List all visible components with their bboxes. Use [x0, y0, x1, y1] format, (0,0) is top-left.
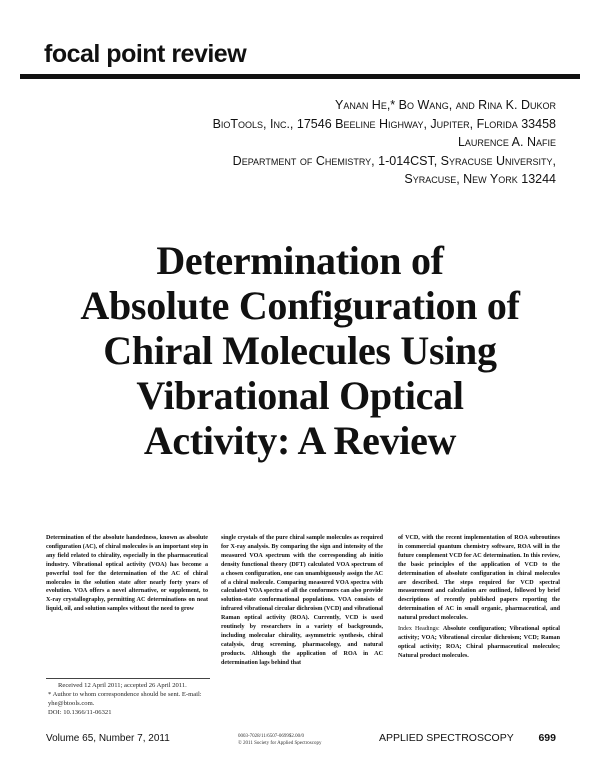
- article-title: [30, 238, 570, 463]
- title-line: Absolute Configuration of: [80, 283, 520, 328]
- author-block: [213, 96, 556, 189]
- journal-name: APPLIED SPECTROSCOPY: [378, 732, 514, 744]
- index-headings-label: Index Headings:: [398, 626, 440, 633]
- abstract-text: single crystals of the pure chiral sample molecules as required for X-ray analysis. By comparing the sign and intensity of the measured VOA spectrum with the corresponding ab initio density functional theory (DFT) calculated VOA spectrum of a chosen configuration, one can unambiguously assign the AC of a chiral molecule. Comparing measured VOA spectra with calculated VOA spectra of all the conformers can also provide solution-state conformational populations. VOA consists of infrared vibrational circular dichroism (VCD) and vibrational Raman optical activity (ROA). Currently, VCD is used routinely by researchers in a variety of backgrounds, including molecular chirality, asymmetric synthesis, chiral catalysis, drug screening, pharmacology, and natural products. Although the application of ROA in AC determination lags behind that: [221, 535, 383, 666]
- index-headings-text: Absolute configuration; Vibrational optical activity; VOA; Vibrational circular dichroism; VCD; Raman optical activity; ROA; Chiral pharmaceutical molecules; Natural product molecules.: [398, 626, 560, 659]
- abstract-column-1: [46, 534, 208, 614]
- footnotes: [48, 682, 210, 718]
- abstract-text: Determination of the absolute handedness, known as absolute configuration (AC), of chiral molecules is an important step in any field related to chirality, especially in the pharmaceutical industry. Vibrational optical activity (VOA) has become a powerful tool for the determination of the AC of chiral molecules in the solution state after nearly forty years of evolution. VOA offers a novel alternative, or supplement, to X-ray crystallography, permitting AC determinations on neat liquid, oil, and solution samples without the need to grow: [46, 535, 208, 613]
- journal-footer: [379, 732, 556, 744]
- title-line: Chiral Molecules Using: [103, 328, 497, 373]
- author-names: Yanan He,* Bo Wang, and Rina K. Dukor: [334, 98, 556, 112]
- index-headings: [398, 625, 560, 661]
- abstract-text: of VCD, with the recent implementation of ROA subroutines in commercial quantum chemistry software, ROA will in the future complement VCD for AC determination. In this review, the basic principles of the application of VCD to the determination of absolute configuration in chiral molecules are described. The steps required for VCD spectral measurement and calculation are outlined, followed by brief descriptions of recently published papers reporting the determination of AC in small organic, pharmaceutical, and natural product molecules.: [398, 535, 560, 622]
- footnote-divider: [46, 678, 210, 679]
- volume-info: Volume 65, Number 7, 2011: [46, 733, 170, 744]
- correspondence-note: * Author to whom correspondence should be sent. E-mail: yhe@btools.com.: [48, 690, 202, 707]
- page-number: 699: [538, 732, 556, 744]
- copyright: © 2011 Society for Applied Spectroscopy: [238, 741, 322, 746]
- author-name-2: Laurence A. Nafie: [457, 135, 556, 150]
- issn: 0003-7028/11/6507-0699$2.00/0: [238, 734, 305, 739]
- abstract-column-3: [398, 534, 560, 661]
- author-affiliation-2-city: Syracuse, New York 13244: [404, 172, 556, 187]
- received-date: Received 12 April 2011; accepted 26 April 2011.: [58, 682, 187, 689]
- abstract-column-2: [221, 534, 383, 668]
- title-line: Activity: A Review: [143, 418, 457, 463]
- copyright-block: [238, 733, 362, 747]
- header-rule: [20, 74, 580, 79]
- title-line: Determination of: [156, 238, 444, 283]
- section-label: focal point review: [44, 40, 247, 68]
- doi: DOI: 10.1366/11-06321: [48, 708, 112, 716]
- title-line: Vibrational Optical: [136, 373, 464, 418]
- author-affiliation-2: Department of Chemistry, 1-014CST, Syracuse University,: [232, 153, 556, 168]
- author-affiliation-1: BioTools, Inc., 17546 Beeline Highway, Jupiter, Florida 33458: [212, 116, 556, 131]
